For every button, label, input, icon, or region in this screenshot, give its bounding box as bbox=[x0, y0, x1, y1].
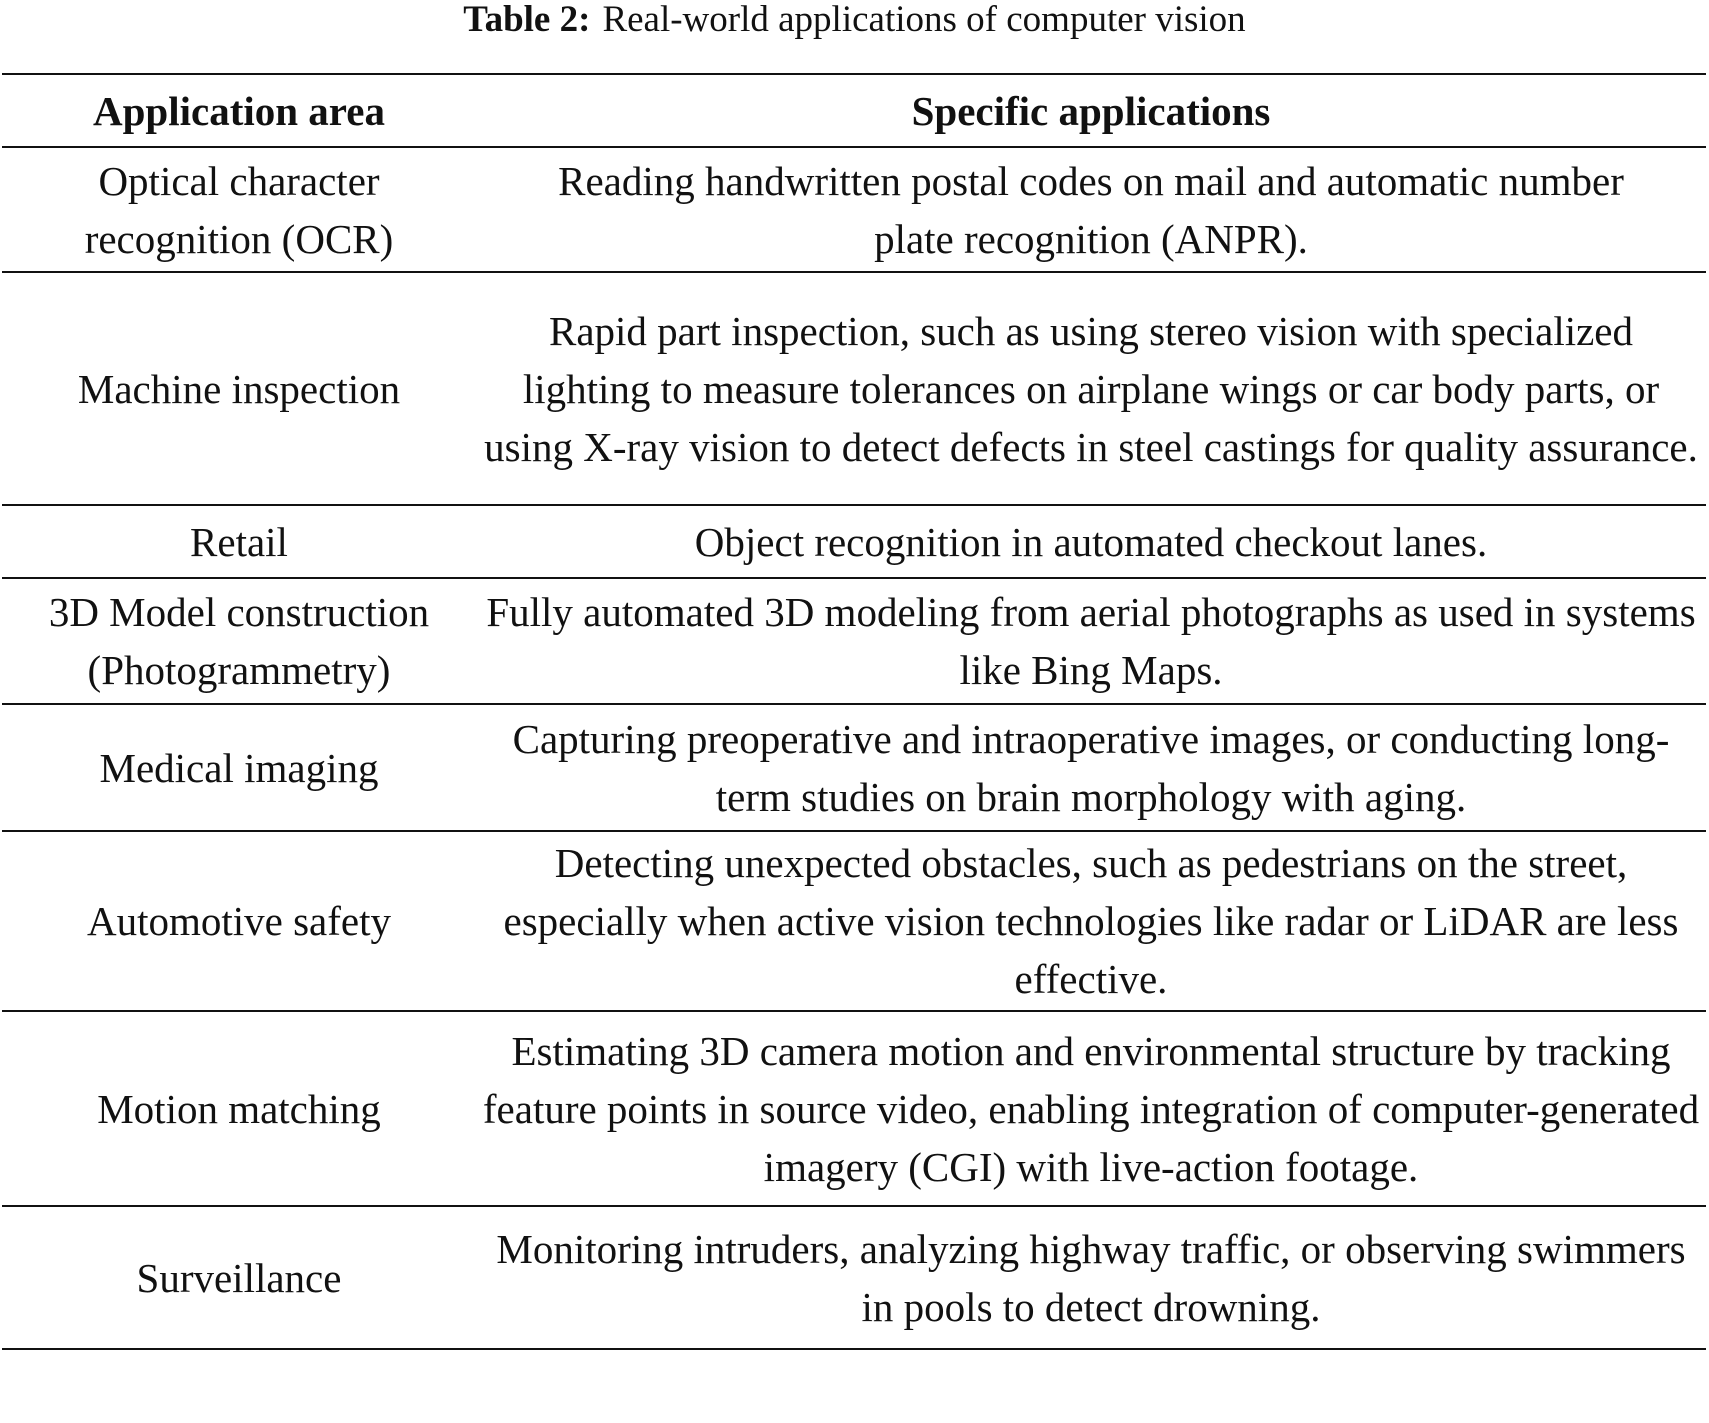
table-caption-title: Real-world applications of computer vision bbox=[602, 0, 1246, 40]
table-row bbox=[2, 1011, 1706, 1206]
applications-cell: Estimating 3D camera motion and environmental structure by tracking feature points in source video, enabling integration of computer-generated imagery (CGI) with live-action footage. bbox=[476, 1011, 1706, 1206]
area-cell: 3D Model construction (Photogrammetry) bbox=[2, 578, 476, 704]
area-cell: Motion matching bbox=[2, 1011, 476, 1206]
table-row bbox=[2, 272, 1706, 505]
area-cell: Medical imaging bbox=[2, 704, 476, 831]
applications-cell: Rapid part inspection, such as using stereo vision with specialized lighting to measure tolerances on airplane wings or car body parts, or using X-ray vision to detect defects in steel castings for quality assurance. bbox=[476, 272, 1706, 505]
applications-table bbox=[2, 73, 1706, 1350]
area-cell: Retail bbox=[2, 505, 476, 578]
column-header-specific-applications: Specific applications bbox=[476, 74, 1706, 147]
applications-cell: Monitoring intruders, analyzing highway traffic, or observing swimmers in pools to detect drowning. bbox=[476, 1206, 1706, 1349]
applications-cell: Object recognition in automated checkout lanes. bbox=[476, 505, 1706, 578]
header-row bbox=[2, 74, 1706, 147]
applications-cell: Reading handwritten postal codes on mail and automatic number plate recognition (ANPR). bbox=[476, 147, 1706, 272]
table-caption bbox=[0, 0, 1709, 40]
area-cell: Optical character recognition (OCR) bbox=[2, 147, 476, 272]
table-row bbox=[2, 147, 1706, 272]
table-body bbox=[2, 147, 1706, 1349]
table-caption-label: Table 2: bbox=[463, 0, 591, 40]
area-cell: Machine inspection bbox=[2, 272, 476, 505]
area-cell: Surveillance bbox=[2, 1206, 476, 1349]
table-header bbox=[2, 74, 1706, 147]
area-cell: Automotive safety bbox=[2, 831, 476, 1011]
applications-cell: Detecting unexpected obstacles, such as pedestrians on the street, especially when active vision technologies like radar or LiDAR are less effective. bbox=[476, 831, 1706, 1011]
table-row bbox=[2, 704, 1706, 831]
applications-cell: Capturing preoperative and intraoperative images, or conducting long-term studies on brain morphology with aging. bbox=[476, 704, 1706, 831]
table-row bbox=[2, 1206, 1706, 1349]
applications-cell: Fully automated 3D modeling from aerial photographs as used in systems like Bing Maps. bbox=[476, 578, 1706, 704]
column-header-application-area: Application area bbox=[2, 74, 476, 147]
table-row bbox=[2, 505, 1706, 578]
table-row bbox=[2, 578, 1706, 704]
table-row bbox=[2, 831, 1706, 1011]
